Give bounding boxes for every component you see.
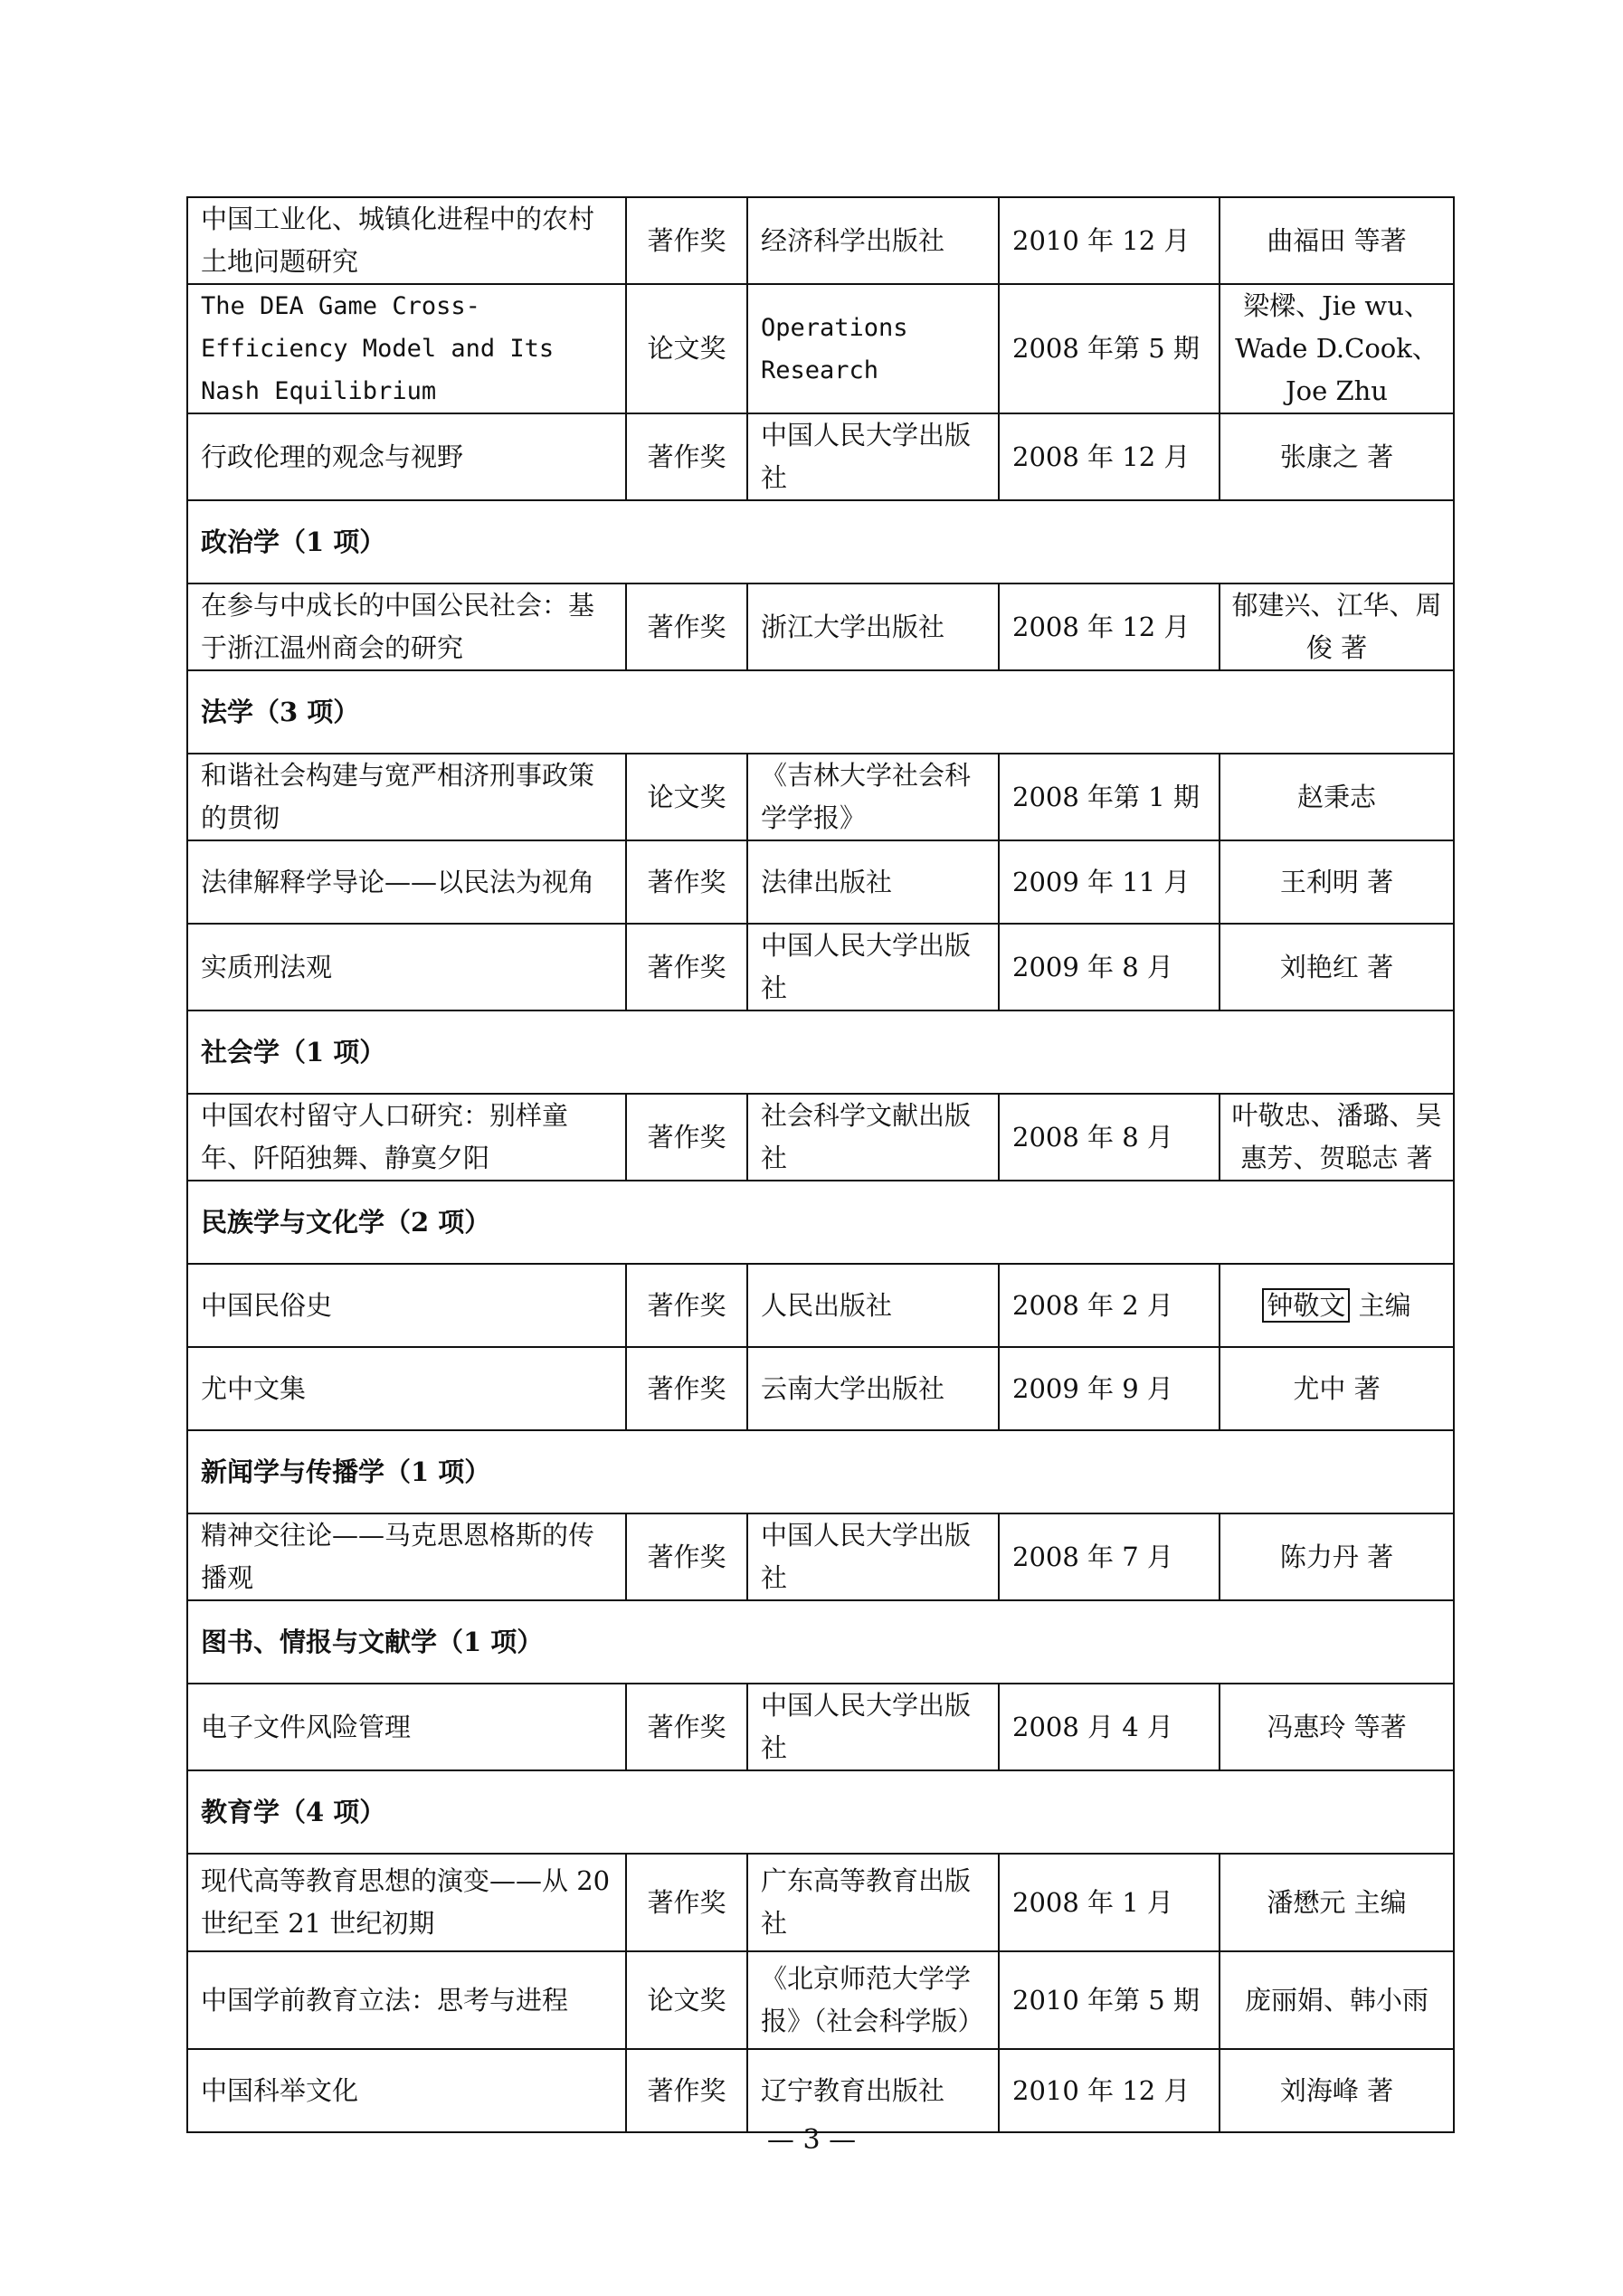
author: 刘海峰 著 — [1220, 2049, 1454, 2132]
publish-date: 2008 年 7 月 — [999, 1513, 1220, 1600]
award-type: 著作奖 — [626, 840, 747, 924]
work-title: 中国民俗史 — [187, 1264, 626, 1347]
section-header-row — [187, 1181, 1454, 1264]
publish-date: 2008 年 12 月 — [999, 413, 1220, 500]
publish-date: 2008 年 8 月 — [999, 1094, 1220, 1181]
author: 庞丽娟、韩小雨 — [1220, 1951, 1454, 2049]
publisher: 中国人民大学出版社 — [747, 1684, 999, 1770]
work-title: 中国农村留守人口研究：别样童年、阡陌独舞、静寞夕阳 — [187, 1094, 626, 1181]
author-boxed-name: 钟敬文 — [1262, 1288, 1350, 1323]
work-title: 实质刑法观 — [187, 924, 626, 1010]
award-row — [187, 1951, 1454, 2049]
author: 刘艳红 著 — [1220, 924, 1454, 1010]
publish-date: 2008 年 1 月 — [999, 1854, 1220, 1951]
author: 陈力丹 著 — [1220, 1513, 1454, 1600]
work-title: 法律解释学导论——以民法为视角 — [187, 840, 626, 924]
author: 叶敬忠、潘璐、吴惠芳、贺聪志 著 — [1220, 1094, 1454, 1181]
publisher: 云南大学出版社 — [747, 1347, 999, 1430]
award-row — [187, 840, 1454, 924]
section-header-row — [187, 1600, 1454, 1684]
award-row — [187, 1684, 1454, 1770]
award-type: 著作奖 — [626, 1094, 747, 1181]
work-title: 行政伦理的观念与视野 — [187, 413, 626, 500]
section-header-row — [187, 1010, 1454, 1094]
award-row — [187, 197, 1454, 284]
award-row — [187, 1347, 1454, 1430]
publisher: 社会科学文献出版社 — [747, 1094, 999, 1181]
award-type: 论文奖 — [626, 1951, 747, 2049]
award-row — [187, 924, 1454, 1010]
award-type: 著作奖 — [626, 413, 747, 500]
publish-date: 2008 年第 1 期 — [999, 754, 1220, 840]
work-title: 在参与中成长的中国公民社会：基于浙江温州商会的研究 — [187, 583, 626, 670]
publisher: 中国人民大学出版社 — [747, 1513, 999, 1600]
work-title: The DEA Game Cross-Efficiency Model and Its Nash Equilibrium — [187, 284, 626, 413]
work-title: 尤中文集 — [187, 1347, 626, 1430]
author: 冯惠玲 等著 — [1220, 1684, 1454, 1770]
author: 曲福田 等著 — [1220, 197, 1454, 284]
work-title: 和谐社会构建与宽严相济刑事政策的贯彻 — [187, 754, 626, 840]
publisher: 法律出版社 — [747, 840, 999, 924]
publish-date: 2008 年 2 月 — [999, 1264, 1220, 1347]
publish-date: 2009 年 9 月 — [999, 1347, 1220, 1430]
award-type: 著作奖 — [626, 2049, 747, 2132]
work-title: 现代高等教育思想的演变——从 20 世纪至 21 世纪初期 — [187, 1854, 626, 1951]
award-row — [187, 1264, 1454, 1347]
award-row — [187, 2049, 1454, 2132]
work-title: 精神交往论——马克思恩格斯的传播观 — [187, 1513, 626, 1600]
author: 王利明 著 — [1220, 840, 1454, 924]
publish-date: 2010 年第 5 期 — [999, 1951, 1220, 2049]
award-type: 著作奖 — [626, 1347, 747, 1430]
section-title: 图书、情报与文献学（1 项） — [187, 1600, 1454, 1684]
award-type: 著作奖 — [626, 1854, 747, 1951]
award-row — [187, 1513, 1454, 1600]
award-row — [187, 284, 1454, 413]
publisher: 辽宁教育出版社 — [747, 2049, 999, 2132]
publish-date: 2010 年 12 月 — [999, 197, 1220, 284]
section-title: 教育学（4 项） — [187, 1770, 1454, 1854]
publisher: 《北京师范大学学报》（社会科学版） — [747, 1951, 999, 2049]
work-title: 电子文件风险管理 — [187, 1684, 626, 1770]
award-type: 著作奖 — [626, 197, 747, 284]
publisher: 中国人民大学出版社 — [747, 413, 999, 500]
author: 赵秉志 — [1220, 754, 1454, 840]
author: 梁樑、Jie wu、Wade D.Cook、Joe Zhu — [1220, 284, 1454, 413]
publisher: 经济科学出版社 — [747, 197, 999, 284]
publish-date: 2008 月 4 月 — [999, 1684, 1220, 1770]
section-header-row — [187, 670, 1454, 754]
section-header-row — [187, 1430, 1454, 1513]
work-title: 中国科举文化 — [187, 2049, 626, 2132]
publish-date: 2008 年第 5 期 — [999, 284, 1220, 413]
section-header-row — [187, 1770, 1454, 1854]
section-title: 政治学（1 项） — [187, 500, 1454, 583]
award-row — [187, 583, 1454, 670]
author: 张康之 著 — [1220, 413, 1454, 500]
section-title: 新闻学与传播学（1 项） — [187, 1430, 1454, 1513]
awards-table — [186, 196, 1455, 2133]
publish-date: 2010 年 12 月 — [999, 2049, 1220, 2132]
publisher: 浙江大学出版社 — [747, 583, 999, 670]
publisher: 广东高等教育出版社 — [747, 1854, 999, 1951]
section-header-row — [187, 500, 1454, 583]
award-row — [187, 413, 1454, 500]
publisher: 人民出版社 — [747, 1264, 999, 1347]
award-type: 著作奖 — [626, 924, 747, 1010]
section-title: 法学（3 项） — [187, 670, 1454, 754]
section-title: 社会学（1 项） — [187, 1010, 1454, 1094]
work-title: 中国学前教育立法：思考与进程 — [187, 1951, 626, 2049]
author: 郁建兴、江华、周俊 著 — [1220, 583, 1454, 670]
publisher: Operations Research — [747, 284, 999, 413]
award-type: 著作奖 — [626, 1684, 747, 1770]
publish-date: 2009 年 11 月 — [999, 840, 1220, 924]
award-type: 论文奖 — [626, 284, 747, 413]
section-title: 民族学与文化学（2 项） — [187, 1181, 1454, 1264]
awards-table-body — [187, 197, 1454, 2132]
publish-date: 2009 年 8 月 — [999, 924, 1220, 1010]
award-type: 著作奖 — [626, 1513, 747, 1600]
author — [1220, 1264, 1454, 1347]
publisher: 《吉林大学社会科学学报》 — [747, 754, 999, 840]
award-type: 著作奖 — [626, 1264, 747, 1347]
author: 尤中 著 — [1220, 1347, 1454, 1430]
page-number: — 3 — — [766, 2124, 857, 2156]
award-row — [187, 754, 1454, 840]
publisher: 中国人民大学出版社 — [747, 924, 999, 1010]
work-title: 中国工业化、城镇化进程中的农村土地问题研究 — [187, 197, 626, 284]
publish-date: 2008 年 12 月 — [999, 583, 1220, 670]
award-type: 著作奖 — [626, 583, 747, 670]
award-row — [187, 1094, 1454, 1181]
author-role: 主编 — [1350, 1289, 1411, 1321]
award-row — [187, 1854, 1454, 1951]
author: 潘懋元 主编 — [1220, 1854, 1454, 1951]
award-type: 论文奖 — [626, 754, 747, 840]
